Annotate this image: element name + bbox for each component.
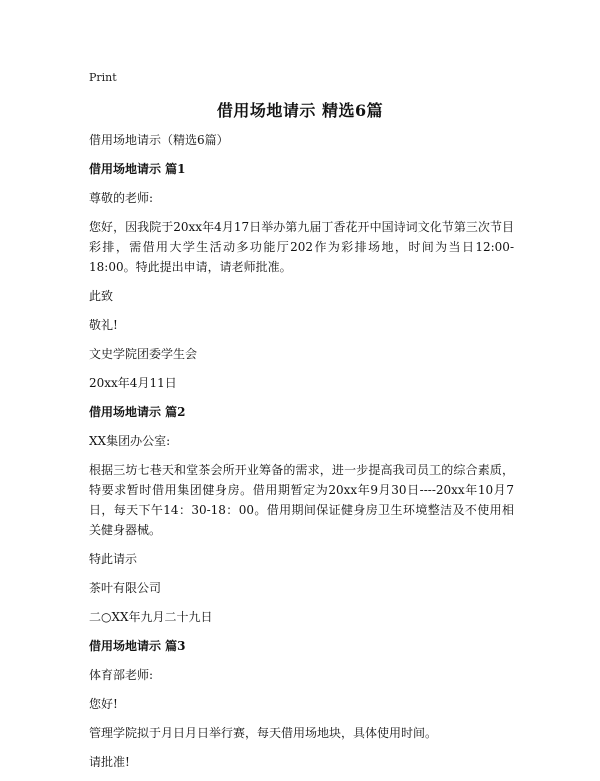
section-1-closing-1: 此致 [89,289,114,303]
document-title: 借用场地请示 精选6篇 [216,101,384,120]
section-1-closing-2: 敬礼! [89,318,118,332]
section-1-signature: 文史学院团委学生会 [89,347,198,361]
print-label: Print [89,71,117,84]
section-1-salutation: 尊敬的老师: [89,191,154,205]
section-heading-3: 借用场地请示 篇3 [89,639,186,653]
section-3-body: 管理学院拟于月日月日举行赛，每天借用场地块，具体使用时间。 [89,726,438,740]
section-2-date: 二○XX年九月二十九日 [89,610,213,624]
section-2-signature: 茶叶有限公司 [89,581,162,595]
section-heading-2: 借用场地请示 篇2 [89,405,186,419]
section-1-date: 20xx年4月11日 [89,376,177,390]
section-2-closing-1: 特此请示 [89,552,138,566]
section-3-closing-1: 请批准! [89,755,130,769]
section-2-body: 根据三坊七巷天和堂茶会所开业筹备的需求，进一步提高我司员工的综合素质，特要求暂时借用集团健身房。借用期暂定为20xx年9月30日----20xx年10月7日，每天下午14：30-18：00。借用期间保证健身房卫生环境整洁及不使用相关健身器械。 [89,463,514,537]
section-3-greeting: 您好! [89,697,118,711]
section-1-body: 您好，因我院于20xx年4月17日举办第九届丁香花开中国诗词文化节第三次节目彩排，需借用大学生活动多功能厅202作为彩排场地，时间为当日12:00-18:00。特此提出申请，请老师批准。 [89,220,514,274]
document-body [89,130,514,781]
section-2-salutation: XX集团办公室: [89,434,171,448]
intro-line: 借用场地请示（精选6篇） [89,133,229,147]
section-heading-1: 借用场地请示 篇1 [89,162,186,176]
section-3-salutation: 体育部老师: [89,668,154,682]
